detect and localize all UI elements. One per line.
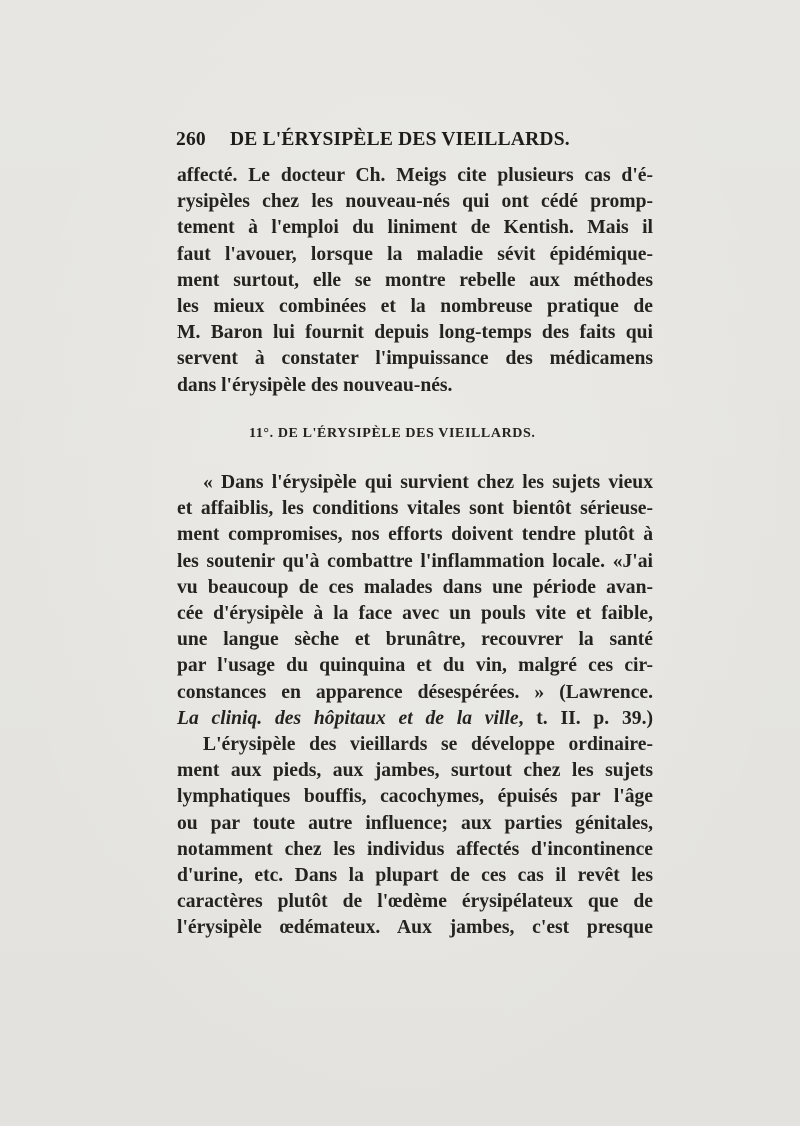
text-line: servent à constater l'impuissance des médicamens	[177, 348, 653, 370]
text-line: cée d'érysipèle à la face avec un pouls vite et faible,	[177, 602, 653, 624]
text-line: les mieux combinées et la nombreuse pratique de	[177, 295, 653, 317]
text-line: et affaiblis, les conditions vitales sont bientôt sérieuse-	[177, 498, 653, 520]
paragraph-newborn-erysipelas	[177, 163, 653, 399]
running-header	[176, 129, 650, 159]
paragraph-quotation-lawrence	[177, 470, 653, 732]
text-line: ment aux pieds, aux jambes, surtout chez les sujets	[177, 760, 653, 782]
text-line: ment compromises, nos efforts doivent tendre plutôt à	[177, 524, 653, 546]
text-line: les soutenir qu'à combattre l'inflammation locale. «J'ai	[177, 550, 653, 572]
text-line: d'urine, etc. Dans la plupart de ces cas il revêt les	[177, 864, 653, 886]
text-line: ou par toute autre influence; aux parties génitales,	[177, 812, 653, 834]
text-line: M. Baron lui fournit depuis long-temps des faits qui	[177, 322, 653, 344]
text-line: ment surtout, elle se montre rebelle aux méthodes	[177, 269, 653, 291]
text-line: « Dans l'érysipèle qui survient chez les sujets vieux	[203, 472, 653, 493]
text-line: affecté. Le docteur Ch. Meigs cite plusieurs cas d'é-	[177, 165, 653, 186]
text-line: constances en apparence désespérées. » (Lawrence.	[177, 681, 653, 703]
section-heading: 11°. DE L'ÉRYSIPÈLE DES VIEILLARDS.	[249, 426, 536, 441]
text-line: tement à l'emploi du liniment de Kentish. Mais il	[177, 217, 653, 239]
text-line: par l'usage du quinquina et du vin, malgré ces cir-	[177, 655, 653, 677]
running-title: DE L'ÉRYSIPÈLE DES VIEILLARDS.	[230, 129, 570, 150]
citation-reference: , t. II. p. 39.)	[518, 707, 653, 729]
text-line: notamment chez les individus affectés d'incontinence	[177, 838, 653, 860]
text-line: lymphatiques bouffis, cacochymes, épuisés par l'âge	[177, 786, 653, 808]
paragraph-elderly-erysipelas	[177, 732, 653, 942]
text-line: vu beaucoup de ces malades dans une période avan-	[177, 576, 653, 598]
page-number: 260	[176, 129, 206, 150]
citation-title: La cliniq. des hôpitaux et de la ville	[177, 707, 519, 729]
text-line: L'érysipèle des vieillards se développe ordinaire-	[203, 734, 653, 755]
text-line: dans l'érysipèle des nouveau-nés.	[177, 374, 453, 396]
text-line: l'érysipèle œdémateux. Aux jambes, c'est presque	[177, 917, 653, 939]
text-line: une langue sèche et brunâtre, recouvrer la santé	[177, 629, 653, 651]
text-line: rysipèles chez les nouveau-nés qui ont cédé promp-	[177, 191, 653, 213]
text-line: caractères plutôt de l'œdème érysipélateux que de	[177, 891, 653, 913]
citation-line	[177, 706, 653, 732]
text-line: faut l'avouer, lorsque la maladie sévit épidémique-	[177, 243, 653, 265]
